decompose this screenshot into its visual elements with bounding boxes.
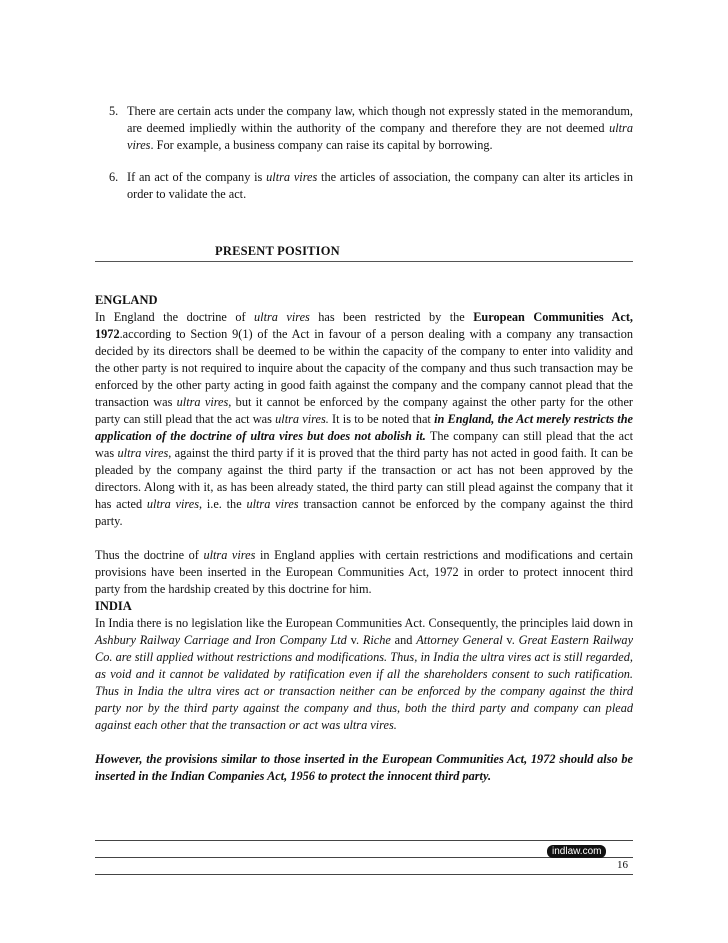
text-run: ultra vires [127,121,633,152]
india-heading: INDIA [95,599,132,613]
text-run: Riche [362,633,391,647]
text-run: v. [346,633,363,647]
numbered-list [105,103,633,218]
text-run: transaction cannot be enforced by the company against the third party. [95,497,634,528]
england-paragraph-2 [95,547,633,598]
text-run: has been restricted by the [309,310,474,324]
text-run: There are certain acts under the company law, which though not expressly stated in the memorandum, are deemed impliedly within the authority of the company and therefore they are not deemed [127,104,633,135]
text-run: It is to be noted that [328,412,435,426]
text-run: . For example, a business company can raise its capital by borrowing. [150,138,493,152]
text-run: in England applies with certain restrictions and modifications and certain provisions have been inserted in the European Communities Act, 1972 in order to protect innocent third party from the hardship created by this doctrine for him. [95,548,633,596]
text-run: v. [502,633,519,647]
text-run: in England, the Act merely restricts the application of the doctrine of ultra vires but does not abolish it. [95,412,633,443]
text-run: the articles of association, the company can alter its articles in order to validate the act. [127,170,633,201]
text-run: ultra vires [146,497,200,511]
text-run: ultra vires [266,170,318,184]
text-run: but it cannot be enforced by the company against the other party for the other party can still plead that the act was [95,395,634,426]
text-run: , against the third party if it is proved that the third party has not acted in good faith. It can be pleaded by the company against the third party if the transaction or act has not been approved by the directors. Along with it, as has been already stated, the third party can still plead against the company that it has acted [95,446,634,511]
text-run: Attorney General [416,633,503,647]
text-run: ultra vires. [275,412,329,426]
text-run: ultra vires [203,548,256,562]
list-number: 5. [109,104,119,118]
text-run: In England the doctrine of [95,310,255,324]
england-paragraph-1 [95,309,633,530]
text-run: ultra vires, [176,395,232,409]
text-run: .according to Section 9(1) of the Act in favour of a person dealing with a company any transaction decided by its directors shall be deemed to be within the capacity of the company to enter into validity and the other party is not required to inquire about the capacity of the company and thus such transaction may be enforced by the other party acting in good faith against the company and the company cannot plead that the transaction was [95,327,633,409]
text-run: If an act of the company is [127,170,267,184]
present-position-heading: PRESENT POSITION [215,244,340,258]
indlaw-logo: indlaw.com [547,845,606,858]
text-run: ultra vires [117,446,169,460]
text-run: ultra vires [254,310,310,324]
text-run: Thus the doctrine of [95,548,204,562]
text-run: ultra vires [246,497,299,511]
list-item [105,103,633,154]
india-paragraph-2: However, the provisions similar to those inserted in the European Communities Act, 1972 should also be inserted in the Indian Companies Act, 1956 to protect the innocent third party. [95,752,633,783]
india-paragraph-1 [95,615,633,734]
england-heading: ENGLAND [95,293,158,307]
list-number: 6. [109,170,119,184]
section-divider [95,261,633,262]
list-item [105,169,633,203]
text-run: Ashbury Railway Carriage and Iron Company Ltd [95,633,347,647]
text-run: In India there is no legislation like the European Communities Act. Consequently, the principles laid down in [95,616,633,630]
text-run: and [390,633,417,647]
india-section [95,598,633,785]
text-run: The company can still plead that the act was [95,429,633,460]
text-run: European Communities Act, 1972 [95,310,633,341]
text-run: Great Eastern Railway Co. are still applied without restrictions and modifications. Thus, in India the ultra vires act is still regarded, as void and it cannot be validated by ratification even if all the shareholders consent to such ratification. Thus in India the ultra vires act or transaction neither can be enforced by the company against the third party nor by the third party against the company and thus, both the third party and company can plead against each other that the transaction or act was ultra vires. [95,633,634,732]
page-number: 16 [617,859,628,871]
text-run: , i.e. the [199,497,247,511]
england-section [95,292,633,598]
